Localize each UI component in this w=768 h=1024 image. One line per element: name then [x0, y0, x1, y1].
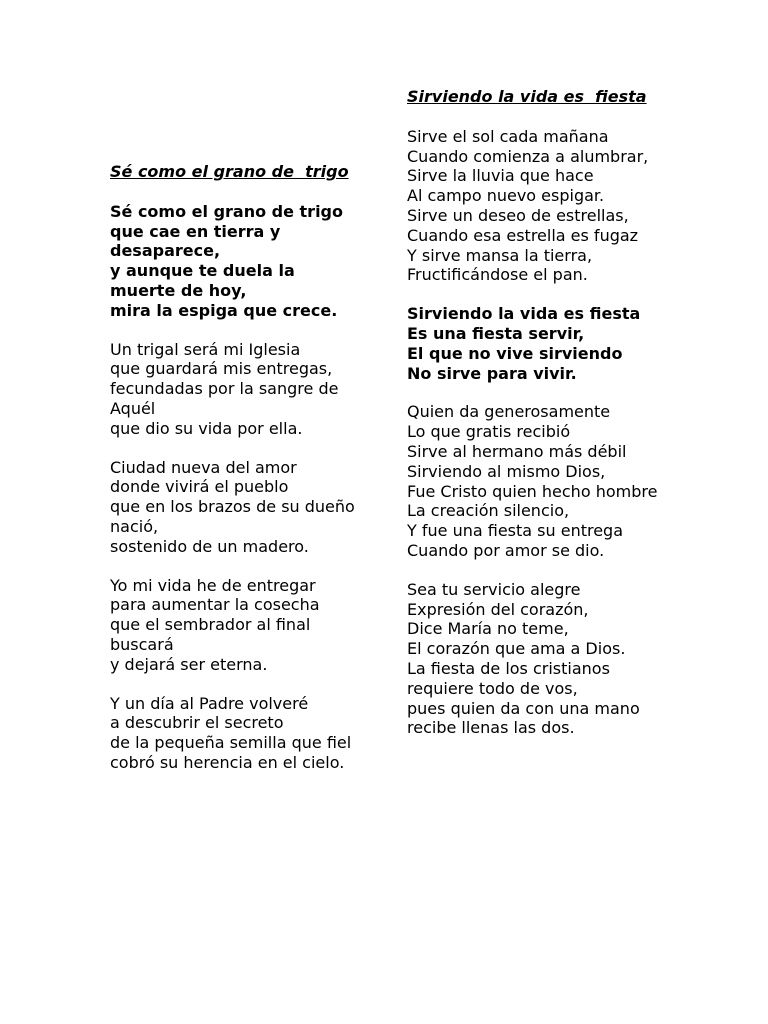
left-stanza-2: Un trigal será mi Iglesia que guardará mis entregas, fecundadas por la sangre de Aquél que dio su vida por ella.	[110, 339, 339, 438]
left-stanza-3: Ciudad nueva del amor donde vivirá el pueblo que en los brazos de su dueño nació, sostenido de un madero.	[110, 457, 355, 556]
left-stanza-4: Yo mi vida he de entregar para aumentar la cosecha que el sembrador al final buscará y dejará ser eterna.	[110, 575, 320, 674]
left-poem-title: Sé como el grano de trigo	[110, 162, 349, 181]
left-stanza-1: Sé como el grano de trigo que cae en tierra y desaparece, y aunque te duela la muerte de hoy, mira la espiga que crece.	[110, 201, 343, 320]
right-stanza-4: Sea tu servicio alegre Expresión del corazón, Dice María no teme, El corazón que ama a Dios. La fiesta de los cristianos requiere todo de vos, pues quien da con una mano recibe llenas las dos.	[407, 579, 640, 738]
right-stanza-1: Sirve el sol cada mañana Cuando comienza a alumbrar, Sirve la lluvia que hace Al campo nuevo espigar. Sirve un deseo de estrellas, Cuando esa estrella es fugaz Y sirve mansa la tierra, Fructificándose el pan.	[407, 126, 649, 285]
right-poem-column	[407, 87, 669, 757]
left-poem-column	[110, 162, 362, 792]
right-poem-title: Sirviendo la vida es fiesta	[407, 87, 647, 106]
left-stanza-5: Y un día al Padre volveré a descubrir el secreto de la pequeña semilla que fiel cobró su herencia en el cielo.	[110, 693, 352, 772]
right-stanza-2: Sirviendo la vida es fiesta Es una fiesta servir, El que no vive sirviendo No sirve para vivir.	[407, 304, 641, 383]
right-stanza-3: Quien da generosamente Lo que gratis recibió Sirve al hermano más débil Sirviendo al mismo Dios, Fue Cristo quien hecho hombre La creación silencio, Y fue una fiesta su entrega Cuando por amor se dio.	[407, 402, 658, 560]
